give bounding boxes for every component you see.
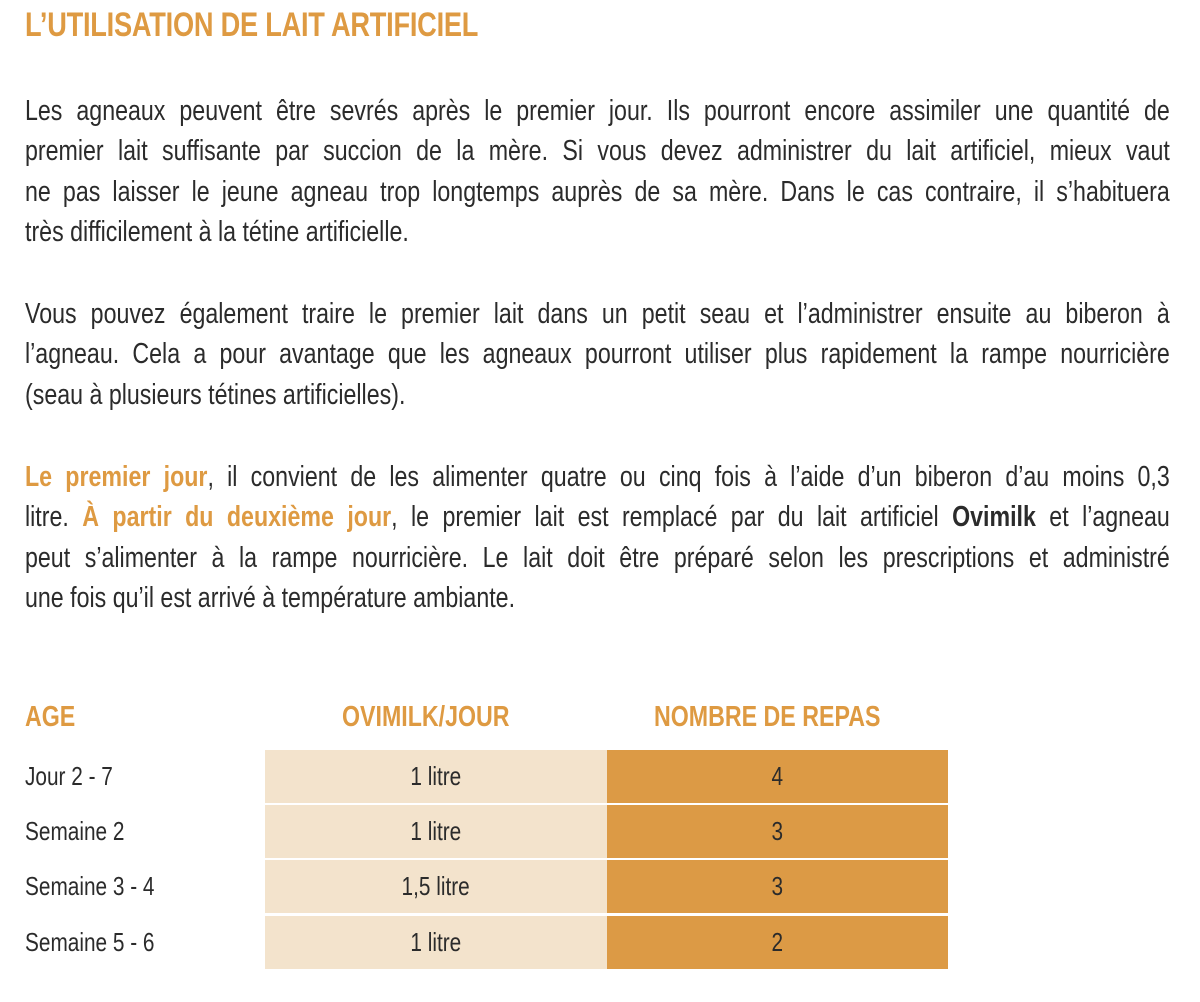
age-cell: Semaine 5 - 6 <box>25 927 155 957</box>
repas-value: 4 <box>771 761 784 791</box>
ovimilk-cell <box>265 916 607 969</box>
header-repas: NOMBRE DE REPAS <box>654 701 881 733</box>
text-segment: l’agneau. Cela a pour avantage que les agneaux pourront utiliser plus rapidement la rampe nourricière <box>25 338 1170 371</box>
text-segment: (seau à plusieurs tétines artificielles). <box>25 378 406 411</box>
paragraph-3-line <box>25 541 1170 575</box>
paragraph-2-line <box>25 297 1170 331</box>
table-row <box>0 805 1200 858</box>
repas-cell <box>607 916 948 969</box>
repas-cell <box>607 750 948 803</box>
paragraph-1-line <box>25 94 1170 128</box>
paragraph-1-line <box>25 175 1170 209</box>
repas-value: 3 <box>771 816 784 846</box>
text-segment: Les agneaux peuvent être sevrés après le premier jour. Ils pourront encore assimiler une quantité de <box>25 95 1170 127</box>
paragraph-3-line <box>25 581 1170 615</box>
table-row <box>0 916 1200 969</box>
repas-cell <box>607 805 948 858</box>
ovimilk-value: 1,5 litre <box>401 871 471 901</box>
text-segment: peut s’alimenter à la rampe nourricière. Le lait doit être préparé selon les prescriptions et administré <box>25 541 1170 574</box>
paragraph-1-line <box>25 215 1170 249</box>
paragraph-3-line <box>25 460 1170 494</box>
text-segment: ne pas laisser le jeune agneau trop longtemps auprès de sa mère. Dans le cas contraire, il s’habituera <box>25 175 1170 208</box>
text-segment: litre. <box>25 501 83 534</box>
text-segment: premier lait suffisante par succion de la mère. Si vous devez administrer du lait artificiel, mieux vaut <box>25 135 1170 168</box>
paragraph-1-line <box>25 134 1170 168</box>
ovimilk-cell <box>265 805 607 858</box>
repas-cell <box>607 860 948 913</box>
paragraph-3-line <box>25 500 1170 534</box>
highlight-text: Le premier jour <box>25 461 208 493</box>
text-segment: Vous pouvez également traire le premier lait dans un petit seau et l’administrer ensuite au biberon à <box>25 298 1170 330</box>
repas-value: 2 <box>771 927 784 957</box>
paragraph-2-line <box>25 378 1170 412</box>
text-segment: très difficilement à la tétine artificielle. <box>25 216 409 249</box>
ovimilk-value: 1 litre <box>410 927 462 957</box>
header-age: AGE <box>25 701 76 733</box>
age-cell: Semaine 3 - 4 <box>25 871 155 901</box>
page-title: L’UTILISATION DE LAIT ARTIFICIEL <box>25 6 479 44</box>
repas-value: 3 <box>771 871 784 901</box>
age-cell: Jour 2 - 7 <box>25 761 113 791</box>
ovimilk-value: 1 litre <box>410 816 462 846</box>
ovimilk-value: 1 litre <box>410 761 462 791</box>
table-row <box>0 860 1200 913</box>
age-cell: Semaine 2 <box>25 816 125 846</box>
table-row <box>0 750 1200 803</box>
ovimilk-cell <box>265 860 607 913</box>
text-segment: et l’agneau <box>1035 501 1170 534</box>
ovimilk-cell <box>265 750 607 803</box>
header-ovimilk: OVIMILK/JOUR <box>342 701 510 733</box>
product-name: Ovimilk <box>952 501 1036 534</box>
text-segment: , il convient de les alimenter quatre ou cinq fois à l’aide d’un biberon d’au moins 0,3 <box>207 461 1170 493</box>
paragraph-2-line <box>25 337 1170 371</box>
highlight-text: À partir du deuxième jour <box>82 501 392 534</box>
text-segment: , le premier lait est remplacé par du lait artificiel <box>391 501 953 534</box>
text-segment: une fois qu’il est arrivé à température ambiante. <box>25 582 516 615</box>
